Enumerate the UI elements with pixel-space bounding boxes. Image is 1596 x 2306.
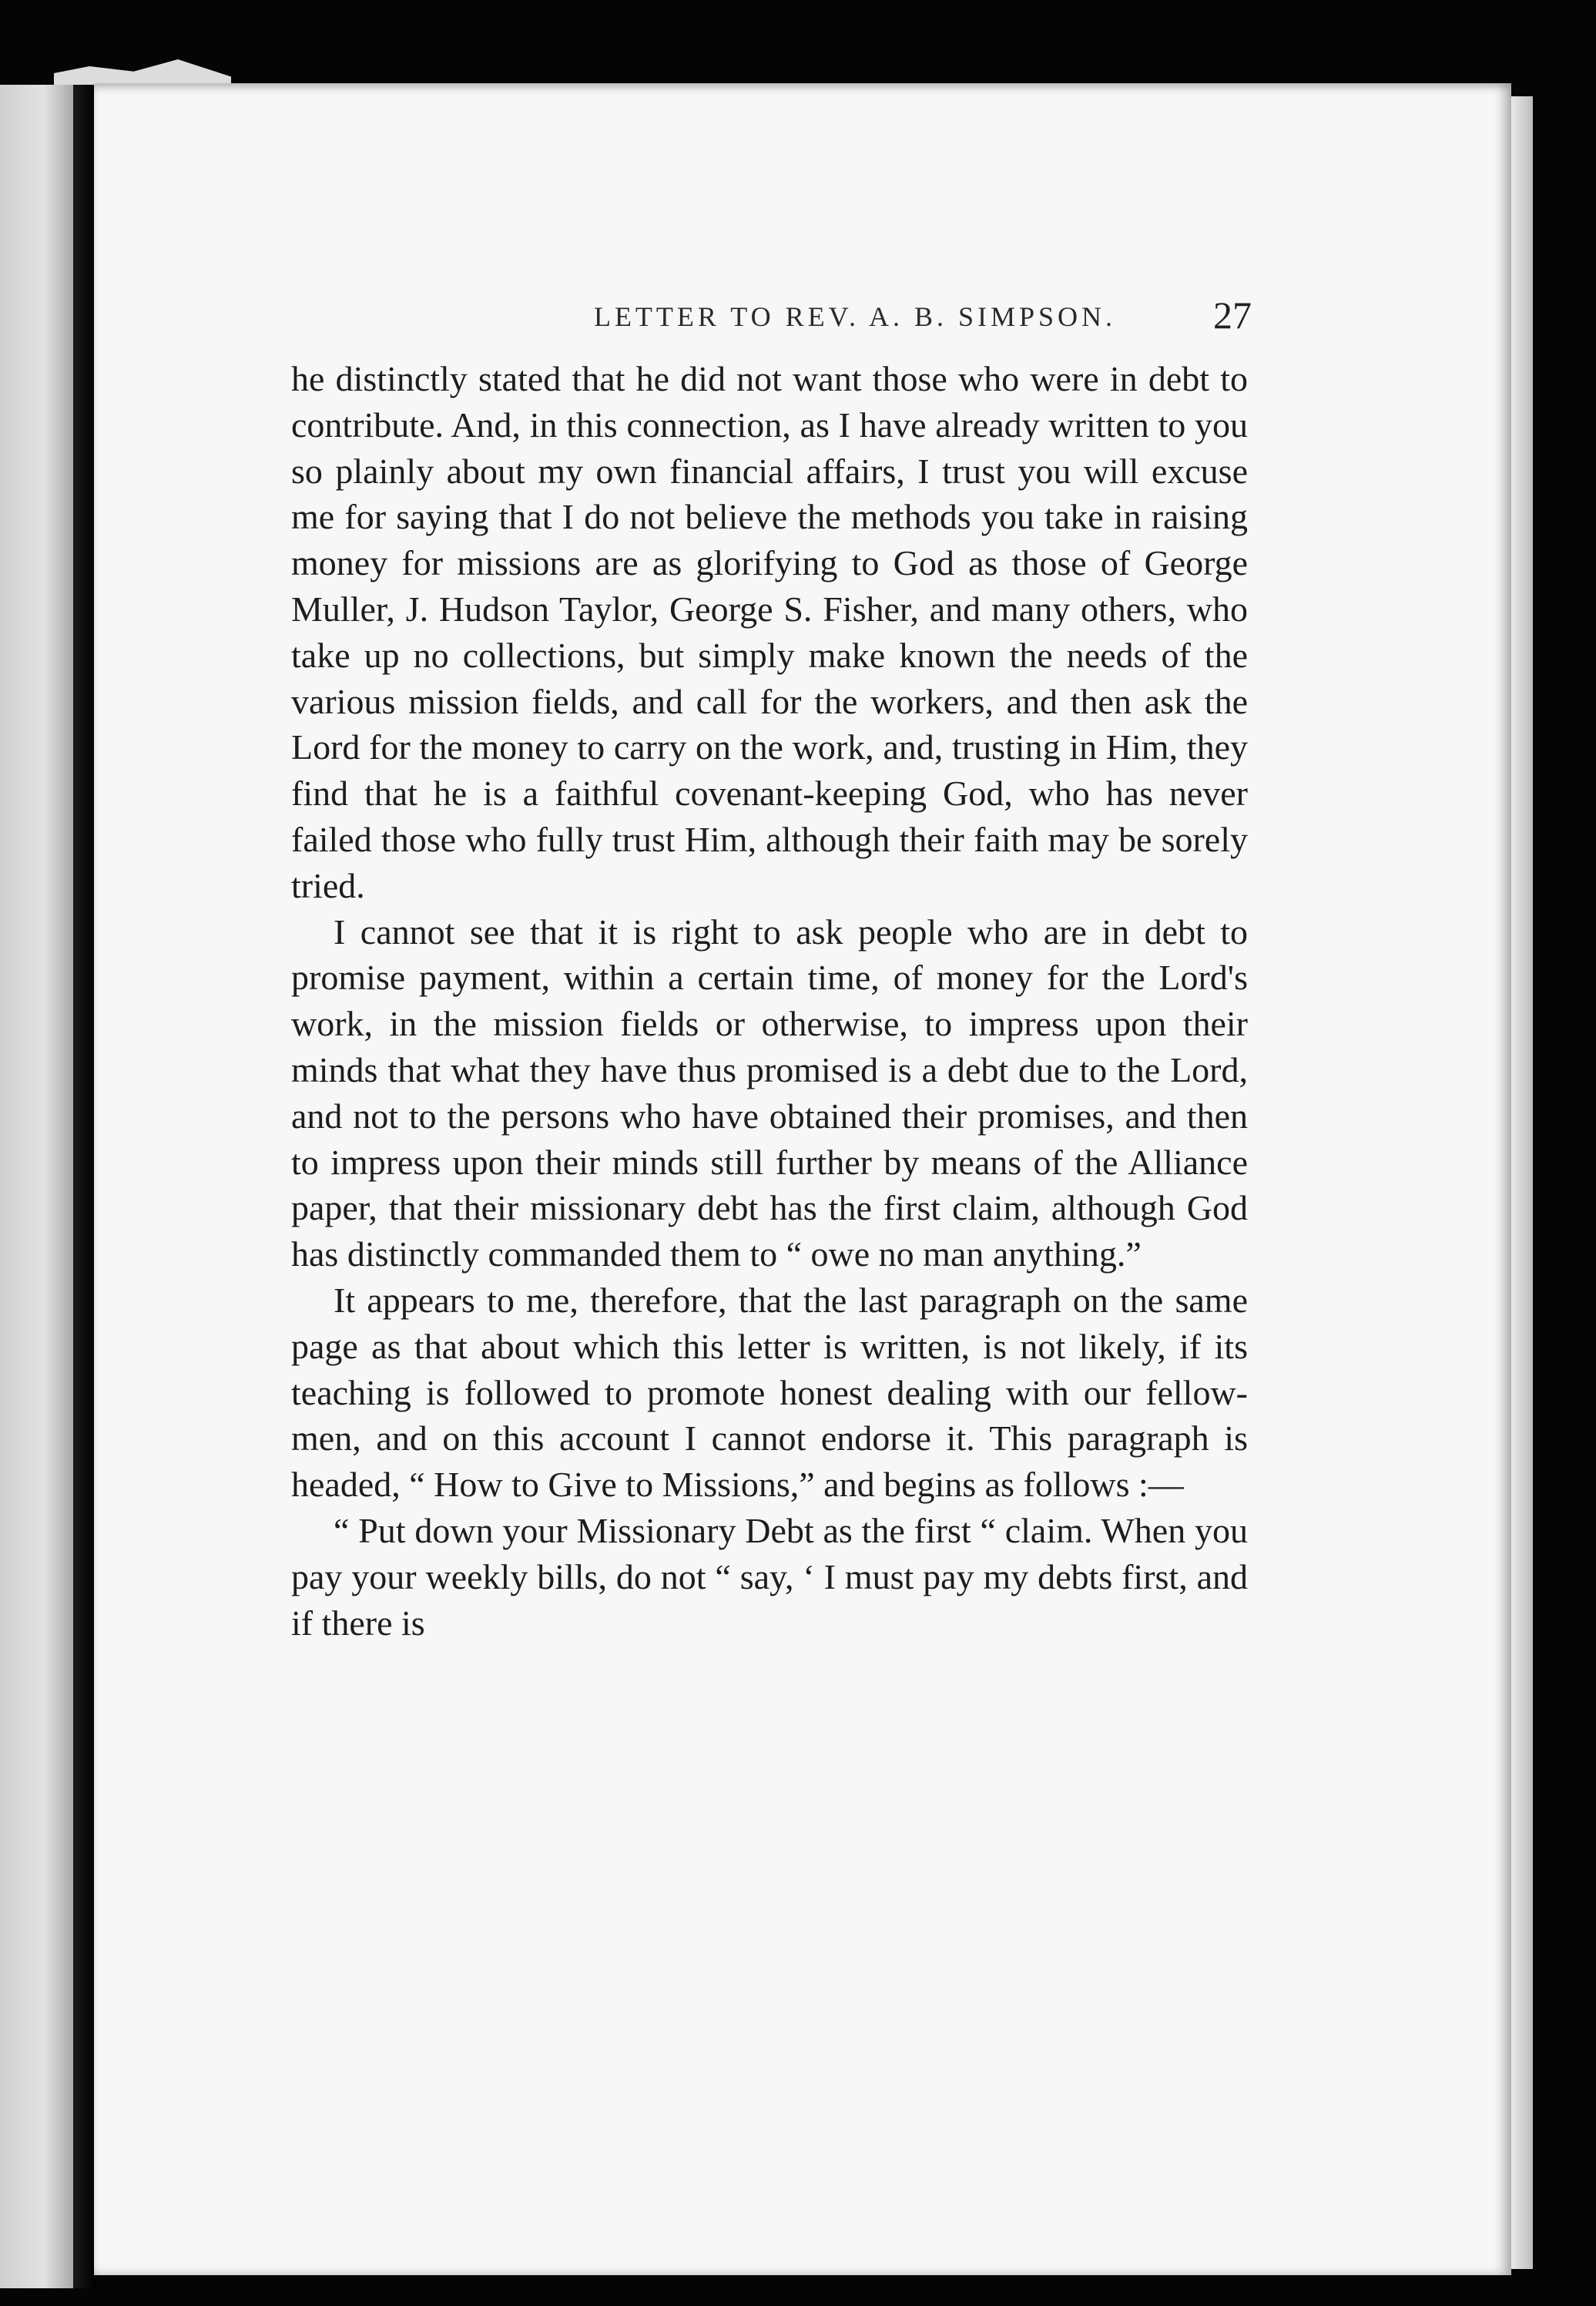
paragraph: It appears to me, therefore, that the last paragraph on the same page as that about which this letter is written, is not likely, if its teaching is followed to promote honest dealing with our fellow-men, and on this account I cannot endorse it. This paragraph is headed, “ How to Give to Missions,” and begins as follows :— <box>291 1280 1248 1505</box>
paragraph-continued: he distinctly stated that he did not want those who were in debt to contribute. And, in this connection, as I have already written to you so plainly about my own financial affairs, I trust you will excuse me for saying that I do not believe the methods you take in raising money for missions are as glorifying to God as those of George Muller, J. Hudson Taylor, George S. Fisher, and many others, who take up no collections, but simply make known the needs of the various mission fields, and call for the workers, and then ask the Lord for the money to carry on the work, and, trusting in Him, they find that he is a faithful covenant-keeping God, who has never failed those who fully trust Him, although their faith may be sorely tried. <box>291 359 1248 905</box>
left-page-edge <box>0 85 73 2288</box>
running-head: LETTER TO REV. A. B. SIMPSON. <box>593 301 1117 332</box>
gutter-shadow <box>73 85 96 2288</box>
paragraph: I cannot see that it is right to ask people who are in debt to promise payment, within a certain time, of money for the Lord's work, in the mission fields or otherwise, to impress upon their minds that what they have thus promised is a debt due to the Lord, and not to the persons who have obtained their promises, and then to impress upon their minds still further by means of the Alliance paper, that their missionary debt has the first claim, although God has distinctly commanded them to “ owe no man anything.” <box>291 911 1248 1274</box>
torn-paper-edge <box>54 52 231 87</box>
page-number: 27 <box>1213 294 1252 337</box>
page-body <box>291 356 1248 1646</box>
quoted-paragraph: “ Put down your Missionary Debt as the first “ claim. When you pay your weekly bills, do not “ say, ‘ I must pay my debts first, and if there is <box>291 1510 1248 1643</box>
